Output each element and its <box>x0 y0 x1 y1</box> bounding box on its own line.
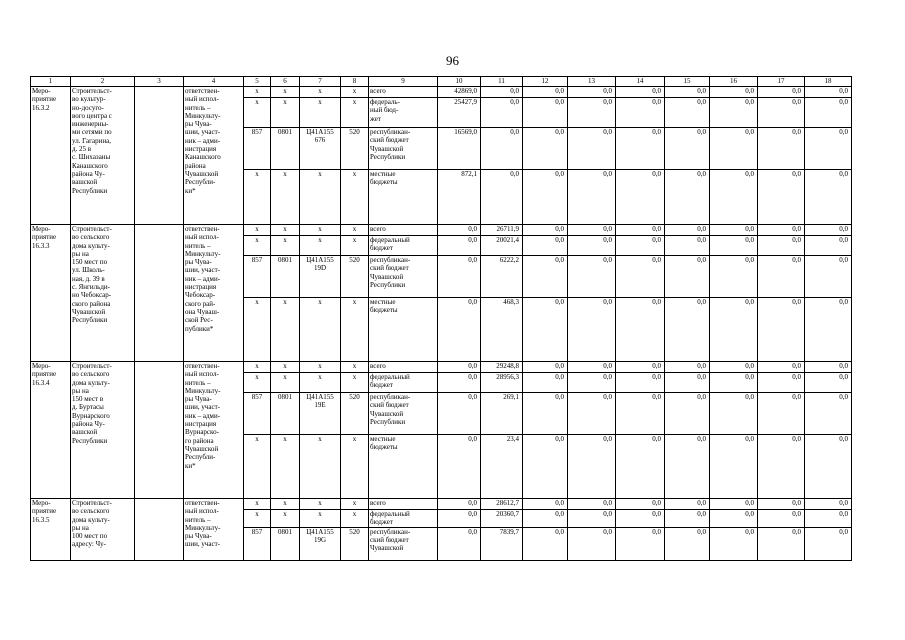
column-number: 1 <box>31 77 71 87</box>
code-expense-type-cell: х <box>341 298 369 362</box>
empty-cell <box>135 87 184 225</box>
value-cell: 0,0 <box>710 373 758 393</box>
executor-cell: ответствен- ный испол- нитель – Минкульту- ры Чува- шии, участ- ник – адми- нистрация Вурнарско- го района Чувашской Республи- ки* <box>184 362 244 499</box>
column-number: 8 <box>341 77 369 87</box>
value-cell: 26711,9 <box>481 225 523 236</box>
table-row <box>31 87 852 98</box>
value-cell: 0,0 <box>710 298 758 362</box>
code-grbs-cell: х <box>244 225 271 236</box>
code-expense-type-cell: х <box>341 499 369 510</box>
value-cell: 0,0 <box>665 510 710 528</box>
code-section-cell: х <box>271 236 300 256</box>
value-cell: 28612,7 <box>481 499 523 510</box>
code-expense-type-cell: 520 <box>341 527 369 560</box>
budget-table <box>30 76 852 561</box>
code-section-cell: 0801 <box>271 128 300 170</box>
column-number: 17 <box>758 77 805 87</box>
value-cell: 0,0 <box>805 499 852 510</box>
code-target-cell: х <box>300 170 341 225</box>
value-cell: 0,0 <box>523 298 568 362</box>
value-cell: 0,0 <box>438 435 481 499</box>
value-cell: 0,0 <box>758 256 805 298</box>
value-cell: 0,0 <box>710 527 758 560</box>
code-grbs-cell: х <box>244 435 271 499</box>
code-section-cell: х <box>271 435 300 499</box>
value-cell: 0,0 <box>665 527 710 560</box>
value-cell: 6222,2 <box>481 256 523 298</box>
executor-cell: ответствен- ный испол- нитель – Минкульту- ры Чува- шии, участ- ник – адми- нистрация Канашского района Чувашской Республи- ки* <box>184 87 244 225</box>
value-cell: 0,0 <box>616 225 665 236</box>
empty-cell <box>135 362 184 499</box>
code-grbs-cell: 857 <box>244 128 271 170</box>
value-cell: 0,0 <box>616 98 665 128</box>
funding-source-cell: федеральный бюджет <box>369 510 438 528</box>
value-cell: 0,0 <box>805 128 852 170</box>
code-grbs-cell: х <box>244 87 271 98</box>
code-expense-type-cell: х <box>341 362 369 373</box>
code-target-cell: х <box>300 510 341 528</box>
object-name-cell: Строительст- во культур- но-досуго- вого центра с инженерны- ми сетями по ул. Гагарина, д. 25 в с. Шихазаны Канашского района Чу- вашской Республики <box>71 87 135 225</box>
value-cell: 0,0 <box>438 393 481 435</box>
table-row <box>31 499 852 510</box>
code-expense-type-cell: х <box>341 225 369 236</box>
table-row <box>31 362 852 373</box>
code-expense-type-cell: 520 <box>341 256 369 298</box>
code-target-cell: х <box>300 225 341 236</box>
value-cell: 0,0 <box>568 499 616 510</box>
column-number: 4 <box>184 77 244 87</box>
code-target-cell: х <box>300 435 341 499</box>
value-cell: 0,0 <box>568 87 616 98</box>
value-cell: 0,0 <box>758 373 805 393</box>
value-cell: 0,0 <box>438 225 481 236</box>
value-cell: 20360,7 <box>481 510 523 528</box>
value-cell: 0,0 <box>616 256 665 298</box>
value-cell: 0,0 <box>665 256 710 298</box>
column-number: 16 <box>710 77 758 87</box>
value-cell: 0,0 <box>758 527 805 560</box>
empty-cell <box>135 499 184 561</box>
code-grbs-cell: х <box>244 298 271 362</box>
code-section-cell: х <box>271 373 300 393</box>
column-number: 10 <box>438 77 481 87</box>
value-cell: 0,0 <box>665 236 710 256</box>
value-cell: 0,0 <box>523 256 568 298</box>
value-cell: 0,0 <box>710 236 758 256</box>
code-section-cell: х <box>271 98 300 128</box>
value-cell: 0,0 <box>805 225 852 236</box>
code-section-cell: х <box>271 170 300 225</box>
funding-source-cell: республикан- ский бюджет Чувашской Республики <box>369 128 438 170</box>
value-cell: 0,0 <box>665 98 710 128</box>
value-cell: 0,0 <box>438 236 481 256</box>
value-cell: 0,0 <box>710 128 758 170</box>
column-number: 11 <box>481 77 523 87</box>
code-section-cell: х <box>271 298 300 362</box>
code-target-cell: х <box>300 373 341 393</box>
column-number: 18 <box>805 77 852 87</box>
value-cell: 0,0 <box>805 435 852 499</box>
column-number: 13 <box>568 77 616 87</box>
value-cell: 0,0 <box>523 435 568 499</box>
code-target-cell: х <box>300 87 341 98</box>
value-cell: 0,0 <box>758 170 805 225</box>
funding-source-cell: всего <box>369 87 438 98</box>
value-cell: 0,0 <box>665 499 710 510</box>
value-cell: 7839,7 <box>481 527 523 560</box>
value-cell: 0,0 <box>665 373 710 393</box>
value-cell: 0,0 <box>665 435 710 499</box>
value-cell: 0,0 <box>710 435 758 499</box>
code-section-cell: 0801 <box>271 393 300 435</box>
code-expense-type-cell: х <box>341 435 369 499</box>
code-target-cell: х <box>300 236 341 256</box>
object-name-cell: Строительст- во сельского дома культу- ры на 150 мест в д. Буртасы Вурнарского района Чу- вашской Республики <box>71 362 135 499</box>
executor-cell: ответствен- ный испол- нитель – Минкульту- ры Чува- шии, участ- <box>184 499 244 561</box>
code-target-cell: Ц41А155 676 <box>300 128 341 170</box>
value-cell: 0,0 <box>568 527 616 560</box>
value-cell: 0,0 <box>665 393 710 435</box>
value-cell: 0,0 <box>523 128 568 170</box>
column-number-row <box>31 77 852 87</box>
value-cell: 0,0 <box>616 128 665 170</box>
event-number-cell: Меро- приятие 16.3.2 <box>31 87 71 225</box>
value-cell: 0,0 <box>710 393 758 435</box>
value-cell: 0,0 <box>805 298 852 362</box>
value-cell: 269,1 <box>481 393 523 435</box>
value-cell: 0,0 <box>568 510 616 528</box>
funding-source-cell: всего <box>369 225 438 236</box>
value-cell: 0,0 <box>568 435 616 499</box>
value-cell: 0,0 <box>710 362 758 373</box>
value-cell: 0,0 <box>568 256 616 298</box>
value-cell: 468,3 <box>481 298 523 362</box>
value-cell: 0,0 <box>616 298 665 362</box>
value-cell: 0,0 <box>438 499 481 510</box>
code-grbs-cell: х <box>244 510 271 528</box>
value-cell: 0,0 <box>438 510 481 528</box>
value-cell: 0,0 <box>568 298 616 362</box>
value-cell: 0,0 <box>758 87 805 98</box>
value-cell: 0,0 <box>805 98 852 128</box>
value-cell: 0,0 <box>438 362 481 373</box>
value-cell: 0,0 <box>665 87 710 98</box>
code-expense-type-cell: х <box>341 87 369 98</box>
value-cell: 0,0 <box>710 510 758 528</box>
code-expense-type-cell: 520 <box>341 128 369 170</box>
value-cell: 0,0 <box>758 435 805 499</box>
code-grbs-cell: 857 <box>244 527 271 560</box>
value-cell: 0,0 <box>758 128 805 170</box>
value-cell: 20021,4 <box>481 236 523 256</box>
funding-source-cell: федераль- ный бюд- жет <box>369 98 438 128</box>
value-cell: 0,0 <box>758 499 805 510</box>
value-cell: 0,0 <box>710 499 758 510</box>
funding-source-cell: республикан- ский бюджет Чувашской Республики <box>369 256 438 298</box>
value-cell: 0,0 <box>616 510 665 528</box>
event-number-cell: Меро- приятие 16.3.3 <box>31 225 71 362</box>
value-cell: 0,0 <box>805 87 852 98</box>
value-cell: 25427,9 <box>438 98 481 128</box>
column-number: 9 <box>369 77 438 87</box>
value-cell: 0,0 <box>481 87 523 98</box>
funding-source-cell: федеральный бюджет <box>369 236 438 256</box>
value-cell: 0,0 <box>758 225 805 236</box>
column-number: 14 <box>616 77 665 87</box>
value-cell: 0,0 <box>523 499 568 510</box>
value-cell: 0,0 <box>805 527 852 560</box>
value-cell: 0,0 <box>568 225 616 236</box>
value-cell: 0,0 <box>616 373 665 393</box>
object-name-cell: Строительст- во сельского дома культу- ры на 150 мест по ул. Школь- ная, д. 39 в с. Янгильди- но Чебоксар- ского района Чувашской Республики <box>71 225 135 362</box>
code-expense-type-cell: х <box>341 170 369 225</box>
value-cell: 0,0 <box>616 236 665 256</box>
value-cell: 0,0 <box>710 170 758 225</box>
value-cell: 0,0 <box>523 87 568 98</box>
funding-source-cell: местные бюджеты <box>369 435 438 499</box>
value-cell: 0,0 <box>616 170 665 225</box>
value-cell: 0,0 <box>616 435 665 499</box>
object-name-cell: Строительст- во сельского дома культу- ры на 100 мест по адресу: Чу- <box>71 499 135 561</box>
value-cell: 0,0 <box>438 256 481 298</box>
value-cell: 0,0 <box>481 128 523 170</box>
code-expense-type-cell: х <box>341 98 369 128</box>
value-cell: 0,0 <box>805 256 852 298</box>
event-number-cell: Меро- приятие 16.3.4 <box>31 362 71 499</box>
table-body <box>31 77 852 561</box>
value-cell: 0,0 <box>523 373 568 393</box>
value-cell: 0,0 <box>523 236 568 256</box>
code-grbs-cell: х <box>244 373 271 393</box>
value-cell: 0,0 <box>568 170 616 225</box>
funding-source-cell: местные бюджеты <box>369 170 438 225</box>
code-grbs-cell: 857 <box>244 256 271 298</box>
value-cell: 0,0 <box>805 170 852 225</box>
value-cell: 0,0 <box>665 362 710 373</box>
value-cell: 29248,8 <box>481 362 523 373</box>
column-number: 12 <box>523 77 568 87</box>
column-number: 5 <box>244 77 271 87</box>
column-number: 7 <box>300 77 341 87</box>
value-cell: 0,0 <box>523 98 568 128</box>
value-cell: 0,0 <box>523 362 568 373</box>
code-target-cell: х <box>300 499 341 510</box>
value-cell: 0,0 <box>438 298 481 362</box>
value-cell: 0,0 <box>616 87 665 98</box>
value-cell: 0,0 <box>568 362 616 373</box>
value-cell: 0,0 <box>568 236 616 256</box>
value-cell: 0,0 <box>665 128 710 170</box>
code-expense-type-cell: х <box>341 373 369 393</box>
value-cell: 28956,3 <box>481 373 523 393</box>
code-grbs-cell: х <box>244 362 271 373</box>
value-cell: 0,0 <box>568 128 616 170</box>
value-cell: 0,0 <box>758 393 805 435</box>
value-cell: 0,0 <box>758 98 805 128</box>
code-section-cell: х <box>271 499 300 510</box>
code-grbs-cell: х <box>244 499 271 510</box>
value-cell: 0,0 <box>805 362 852 373</box>
funding-source-cell: федеральный бюджет <box>369 373 438 393</box>
code-grbs-cell: х <box>244 98 271 128</box>
code-section-cell: х <box>271 510 300 528</box>
value-cell: 0,0 <box>523 393 568 435</box>
value-cell: 872,1 <box>438 170 481 225</box>
code-target-cell: х <box>300 98 341 128</box>
code-target-cell: х <box>300 298 341 362</box>
code-section-cell: 0801 <box>271 527 300 560</box>
value-cell: 0,0 <box>710 98 758 128</box>
code-target-cell: Ц41А155 19G <box>300 527 341 560</box>
code-section-cell: х <box>271 87 300 98</box>
value-cell: 0,0 <box>758 298 805 362</box>
column-number: 6 <box>271 77 300 87</box>
code-expense-type-cell: х <box>341 236 369 256</box>
code-target-cell: Ц41А155 19D <box>300 256 341 298</box>
funding-source-cell: республикан- ский бюджет Чувашской Республики <box>369 393 438 435</box>
value-cell: 0,0 <box>758 362 805 373</box>
value-cell: 23,4 <box>481 435 523 499</box>
code-section-cell: х <box>271 225 300 236</box>
page-number: 96 <box>446 53 459 68</box>
value-cell: 0,0 <box>758 236 805 256</box>
code-target-cell: Ц41А155 19E <box>300 393 341 435</box>
column-number: 15 <box>665 77 710 87</box>
code-grbs-cell: х <box>244 170 271 225</box>
value-cell: 0,0 <box>665 225 710 236</box>
value-cell: 0,0 <box>805 373 852 393</box>
code-expense-type-cell: х <box>341 510 369 528</box>
value-cell: 0,0 <box>523 225 568 236</box>
column-number: 3 <box>135 77 184 87</box>
event-number-cell: Меро- приятие 16.3.5 <box>31 499 71 561</box>
value-cell: 0,0 <box>523 510 568 528</box>
empty-cell <box>135 225 184 362</box>
column-number: 2 <box>71 77 135 87</box>
value-cell: 0,0 <box>616 362 665 373</box>
value-cell: 0,0 <box>665 298 710 362</box>
value-cell: 0,0 <box>568 393 616 435</box>
value-cell: 0,0 <box>805 393 852 435</box>
value-cell: 0,0 <box>523 527 568 560</box>
value-cell: 0,0 <box>665 170 710 225</box>
funding-source-cell: всего <box>369 362 438 373</box>
value-cell: 0,0 <box>568 373 616 393</box>
funding-source-cell: республикан- ский бюджет Чувашской <box>369 527 438 560</box>
funding-source-cell: местные бюджеты <box>369 298 438 362</box>
value-cell: 0,0 <box>710 256 758 298</box>
value-cell: 0,0 <box>438 527 481 560</box>
value-cell: 0,0 <box>568 98 616 128</box>
value-cell: 16569,0 <box>438 128 481 170</box>
code-grbs-cell: х <box>244 236 271 256</box>
value-cell: 0,0 <box>481 98 523 128</box>
code-section-cell: х <box>271 362 300 373</box>
code-grbs-cell: 857 <box>244 393 271 435</box>
value-cell: 0,0 <box>438 373 481 393</box>
value-cell: 0,0 <box>805 510 852 528</box>
value-cell: 0,0 <box>758 510 805 528</box>
funding-source-cell: всего <box>369 499 438 510</box>
executor-cell: ответствен- ный испол- нитель – Минкульту- ры Чува- шии, участ- ник – адми- нистрация Чебоксар- ского рай- она Чуваш- ской Рес- публики* <box>184 225 244 362</box>
value-cell: 0,0 <box>616 527 665 560</box>
value-cell: 0,0 <box>481 170 523 225</box>
value-cell: 42869,0 <box>438 87 481 98</box>
value-cell: 0,0 <box>616 393 665 435</box>
value-cell: 0,0 <box>805 236 852 256</box>
code-target-cell: х <box>300 362 341 373</box>
table-row <box>31 225 852 236</box>
value-cell: 0,0 <box>710 87 758 98</box>
code-section-cell: 0801 <box>271 256 300 298</box>
value-cell: 0,0 <box>710 225 758 236</box>
value-cell: 0,0 <box>523 170 568 225</box>
value-cell: 0,0 <box>616 499 665 510</box>
code-expense-type-cell: 520 <box>341 393 369 435</box>
